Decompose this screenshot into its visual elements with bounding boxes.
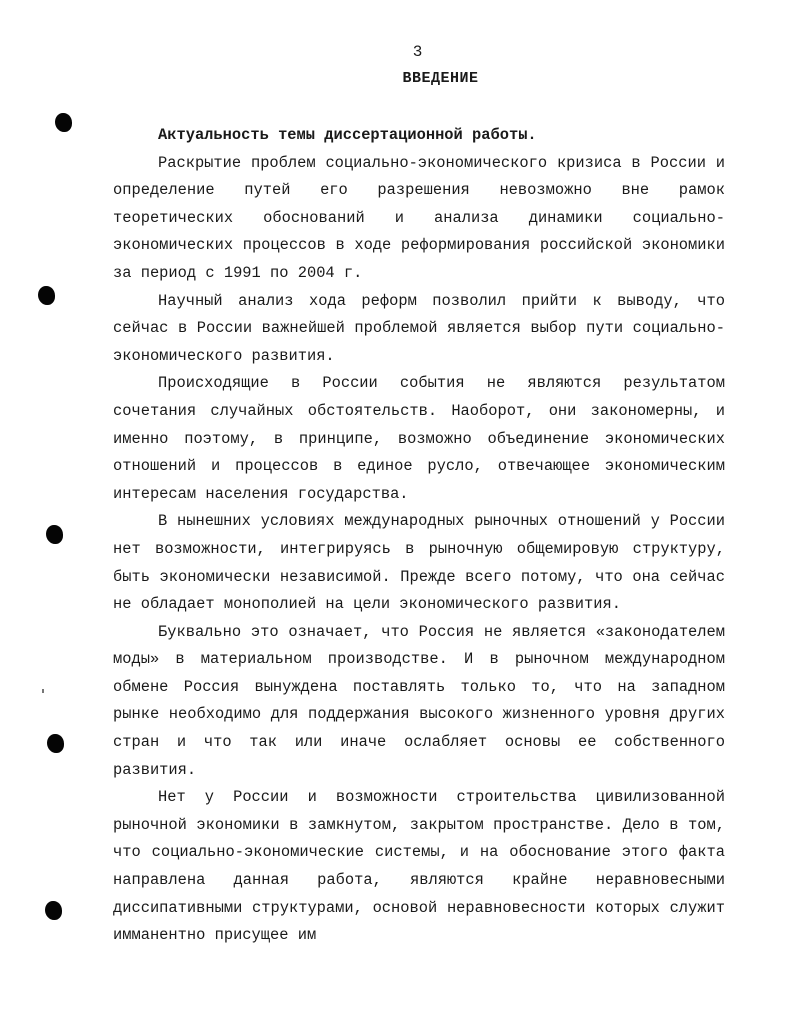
paragraph-4: В нынешних условиях международных рыночных отношений у России нет возможности, интегрируясь в рыночную общемировую структуру, быть экономически независимой. Прежде всего потому, что она сейчас не обладает монополией на цели экономического развития. — [113, 512, 725, 614]
paragraph-3: Происходящие в России события не являются результатом сочетания случайных обстоятельств. Наоборот, они закономерны, и именно поэтому, в принципе, возможно объединение экономических отношений и процессов в единое русло, отвечающее экономическим интересам населения государства. — [113, 374, 725, 503]
document-body — [113, 122, 725, 950]
scan-speck — [42, 689, 44, 693]
binding-hole-5 — [45, 901, 62, 920]
paragraph-2: Научный анализ хода реформ позволил прийти к выводу, что сейчас в России важнейшей проблемой является выбор пути социально-экономического развития. — [113, 291, 725, 365]
binding-hole-1 — [55, 113, 72, 132]
paragraph-1: Раскрытие проблем социально-экономического кризиса в России и определение путей его разрешения невозможно вне рамок теоретических обоснований и анализа динамики социально-экономических процессов в ходе реформирования российской экономики за период с 1991 по 2004 г. — [113, 153, 725, 282]
paragraph-6: Нет у России и возможности строительства цивилизованной рыночной экономики в замкнутом, закрытом пространстве. Дело в том, что социально-экономические системы, и на обоснование этого факта направлена данная работа, являются крайне неравновесными диссипативными структурами, основой неравновесности которых служит имманентно присущее им — [113, 788, 725, 945]
binding-hole-2 — [38, 286, 55, 305]
page-heading: ВВЕДЕНИЕ — [402, 70, 479, 87]
section-title: Актуальность темы диссертационной работы. — [158, 126, 537, 144]
binding-hole-3 — [46, 525, 63, 544]
page-number: 3 — [412, 43, 423, 61]
binding-hole-4 — [47, 734, 64, 753]
paragraph-5: Буквально это означает, что Россия не является «законодателем моды» в материальном производстве. И в рыночном международном обмене Россия вынуждена поставлять только то, что на западном рынке необходимо для поддержания высокого жизненного уровня других стран и что так или иначе ослабляет основы ее собственного развития. — [113, 622, 725, 779]
